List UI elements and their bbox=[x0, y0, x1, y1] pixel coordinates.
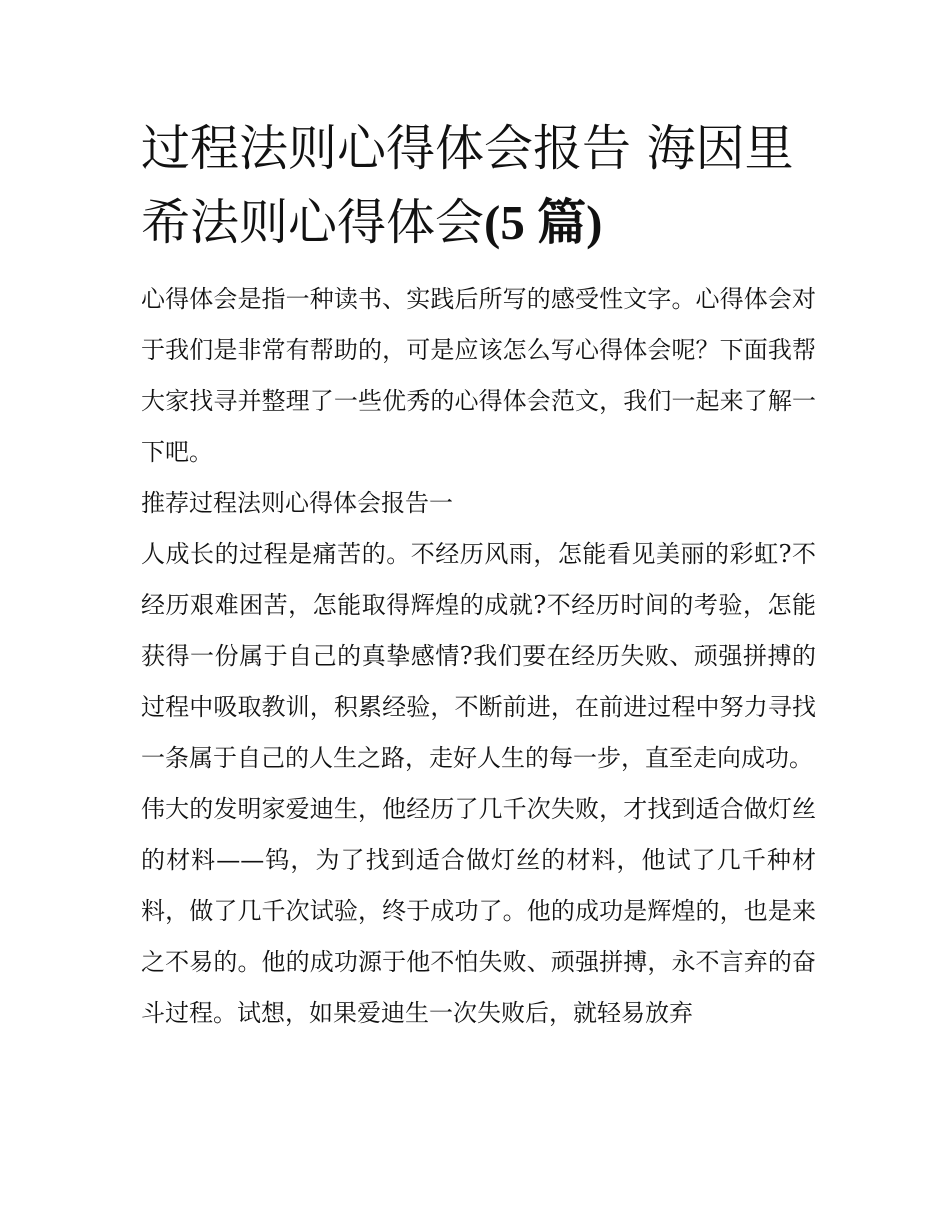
title-text: 过程法则心得体会报告 海因里希法则心得体会 bbox=[141, 120, 794, 251]
section-heading: 推荐过程法则心得体会报告一 bbox=[141, 489, 453, 517]
document-content bbox=[141, 112, 816, 1039]
body-paragraph: 人成长的过程是痛苦的。不经历风雨，怎能看见美丽的彩虹?不经历艰难困苦，怎能取得辉煌的成就?不经历时间的考验，怎能获得一份属于自己的真挚感情?我们要在经历失败、顽强拼搏的过程中吸取教训，积累经验，不断前进，在前进过程中努力寻找一条属于自己的人生之路，走好人生的每一步，直至走向成功。 bbox=[141, 540, 816, 772]
document-title bbox=[141, 112, 816, 260]
title-count: (5 篇) bbox=[484, 195, 603, 250]
intro-paragraph: 心得体会是指一种读书、实践后所写的感受性文字。心得体会对于我们是非常有帮助的，可是应该怎么写心得体会呢？下面我帮大家找寻并整理了一些优秀的心得体会范文，我们一起来了解一下吧。 bbox=[141, 285, 816, 466]
document-body bbox=[141, 274, 816, 1039]
body-paragraph: 伟大的发明家爱迪生，他经历了几千次失败，才找到适合做灯丝的材料——钨，为了找到适合做灯丝的材料，他试了几千种材料，做了几千次试验，终于成功了。他的成功是辉煌的，也是来之不易的。他的成功源于他不怕失败、顽强拼搏，永不言弃的奋斗过程。试想，如果爱迪生一次失败后，就轻易放弃 bbox=[141, 795, 816, 1027]
